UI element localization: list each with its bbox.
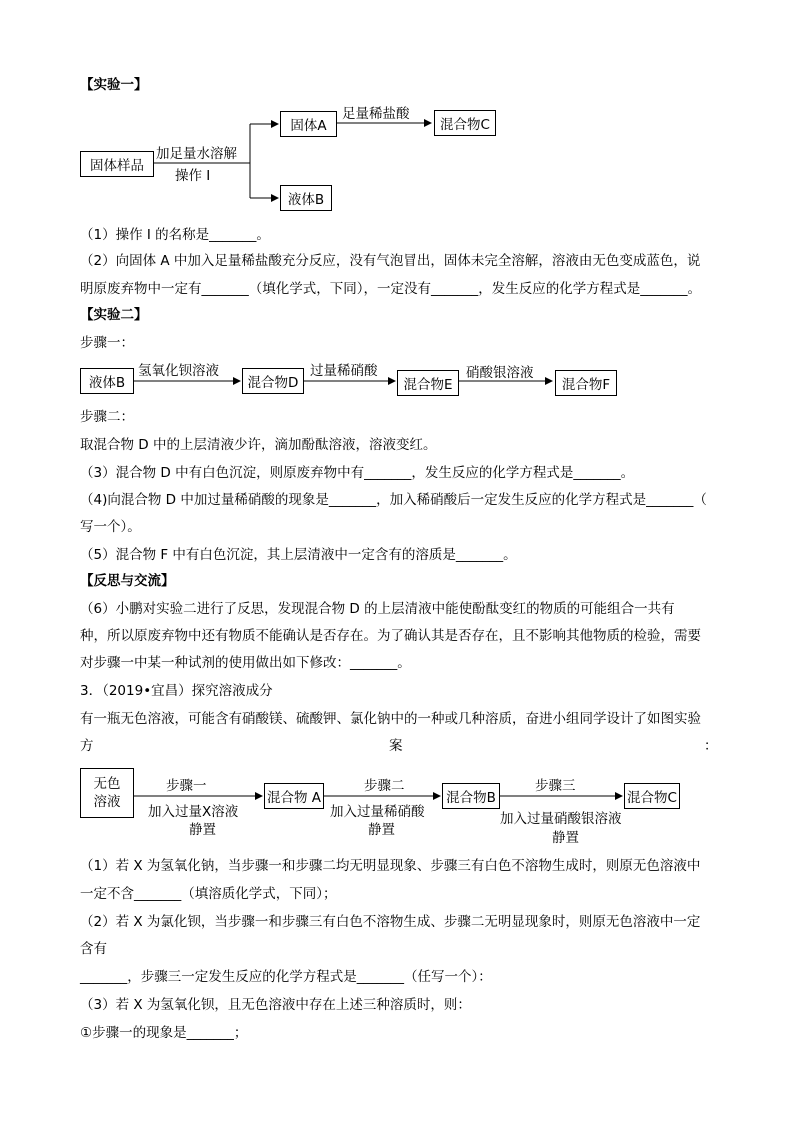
label-hno3: 过量稀硝酸 xyxy=(310,363,378,379)
exp2-q4-line2: 写一个）。 xyxy=(80,519,141,535)
reflect-q6-line2: 种，所以原废弃物中还有物质不能确认是否存在。为了确认其是否存在，且不影响其他物质的检验，需要 xyxy=(80,628,701,644)
box-colorless-line1: 无色 xyxy=(93,776,121,792)
box-solid-sample: 固体样品 xyxy=(80,151,154,177)
label-acid: 足量稀盐酸 xyxy=(342,106,410,122)
exp1-q1: （1）操作 I 的名称是_______。 xyxy=(80,227,270,243)
reflect-heading: 【反思与交流】 xyxy=(80,573,175,589)
label-add3-line1: 加入过量硝酸银溶液 xyxy=(500,811,622,827)
box-mix-b: 混合物B xyxy=(442,783,500,809)
p3-q1-line2: 一定不含_______（填溶质化学式，下同）； xyxy=(80,886,337,902)
box-liquid-b-2: 液体B xyxy=(80,368,134,394)
p3-q2-line2: 含有 xyxy=(80,941,107,957)
p3-q3-line2: ①步骤一的现象是_______； xyxy=(80,1025,248,1041)
p3-intro-line2-c: ： xyxy=(704,738,718,754)
box-mix-c-2: 混合物C xyxy=(624,783,680,809)
exp2-heading: 【实验二】 xyxy=(80,307,148,323)
p3-q2-line1: （2）若 X 为氯化钡，当步骤一和步骤三有白色不溶物生成、步骤二无明显现象时，则原无色溶液中一定 xyxy=(80,914,701,930)
exp2-step1-label: 步骤一： xyxy=(80,335,134,351)
box-colorless-solution xyxy=(80,768,134,818)
exp2-q5: （5）混合物 F 中有白色沉淀，其上层清液中一定含有的溶质是_______。 xyxy=(80,547,517,563)
exp2-step2-label: 步骤二： xyxy=(80,409,134,425)
box-liquid-b: 液体B xyxy=(280,185,332,211)
exp2-q3: （3）混合物 D 中有白色沉淀，则原废弃物中有_______，发生反应的化学方程式是_______。 xyxy=(80,465,635,481)
exp1-q2-line1: （2）向固体 A 中加入足量稀盐酸充分反应，没有气泡冒出，固体未完全溶解，溶液由无色变成蓝色，说 xyxy=(80,253,701,269)
box-mix-d: 混合物D xyxy=(242,368,304,394)
label-step1: 步骤一 xyxy=(166,778,207,794)
label-baoh: 氢氧化钡溶液 xyxy=(138,363,219,379)
label-step2: 步骤二 xyxy=(364,778,405,794)
label-step3: 步骤三 xyxy=(535,778,576,794)
label-add3-line2: 静置 xyxy=(552,830,579,846)
exp2-step2-text: 取混合物 D 中的上层清液少许，滴加酚酞溶液，溶液变红。 xyxy=(80,437,437,453)
box-mix-c: 混合物C xyxy=(434,110,496,136)
exp1-heading: 【实验一】 xyxy=(80,77,148,93)
exp2-q4-line1: （4)向混合物 D 中加过量稀硝酸的现象是_______，加入稀硝酸后一定发生反应的化学方程式是_______（ xyxy=(80,492,707,508)
p3-q1-line1: （1）若 X 为氢氧化钠，当步骤一和步骤二均无明显现象、步骤三有白色不溶物生成时，则原无色溶液中 xyxy=(80,858,701,874)
box-colorless-line2: 溶液 xyxy=(93,794,121,810)
p3-q3-line1: （3）若 X 为氢氧化钡，且无色溶液中存在上述三种溶质时，则： xyxy=(80,997,471,1013)
label-add2-line2: 静置 xyxy=(368,822,395,838)
box-solid-a: 固体A xyxy=(280,111,337,137)
exp1-q2-line2: 明原废弃物中一定有_______（填化学式，下同），一定没有_______，发生反应的化学方程式是_______。 xyxy=(80,281,701,297)
label-add1-line2: 静置 xyxy=(189,822,216,838)
p3-title: 3．（2019•宜昌）探究溶液成分 xyxy=(80,683,273,699)
label-operation: 操作 I xyxy=(175,168,211,184)
box-mix-e: 混合物E xyxy=(397,370,459,396)
p3-q2-line3: _______，步骤三一定发生反应的化学方程式是_______（任写一个）： xyxy=(80,969,492,985)
label-add1-line1: 加入过量X溶液 xyxy=(148,804,239,820)
reflect-q6-line1: （6）小鹏对实验二进行了反思，发现混合物 D 的上层清液中能使酚酞变红的物质的可能组合一共有 xyxy=(80,601,675,617)
p3-intro-line1: 有一瓶无色溶液，可能含有硝酸镁、硫酸钾、氯化钠中的一种或几种溶质，奋进小组同学设计了如图实验 xyxy=(80,711,701,727)
p3-intro-line2-a: 方 xyxy=(80,738,94,754)
label-agno3: 硝酸银溶液 xyxy=(466,365,534,381)
box-mix-f: 混合物F xyxy=(555,370,617,396)
label-add2-line1: 加入过量稀硝酸 xyxy=(330,804,425,820)
reflect-q6-line3: 对步骤一中某一种试剂的使用做出如下修改：_______。 xyxy=(80,655,411,671)
label-dissolve: 加足量水溶解 xyxy=(156,146,237,162)
p3-intro-line2-b: 案 xyxy=(389,738,403,754)
box-mix-a: 混合物 A xyxy=(264,783,324,809)
